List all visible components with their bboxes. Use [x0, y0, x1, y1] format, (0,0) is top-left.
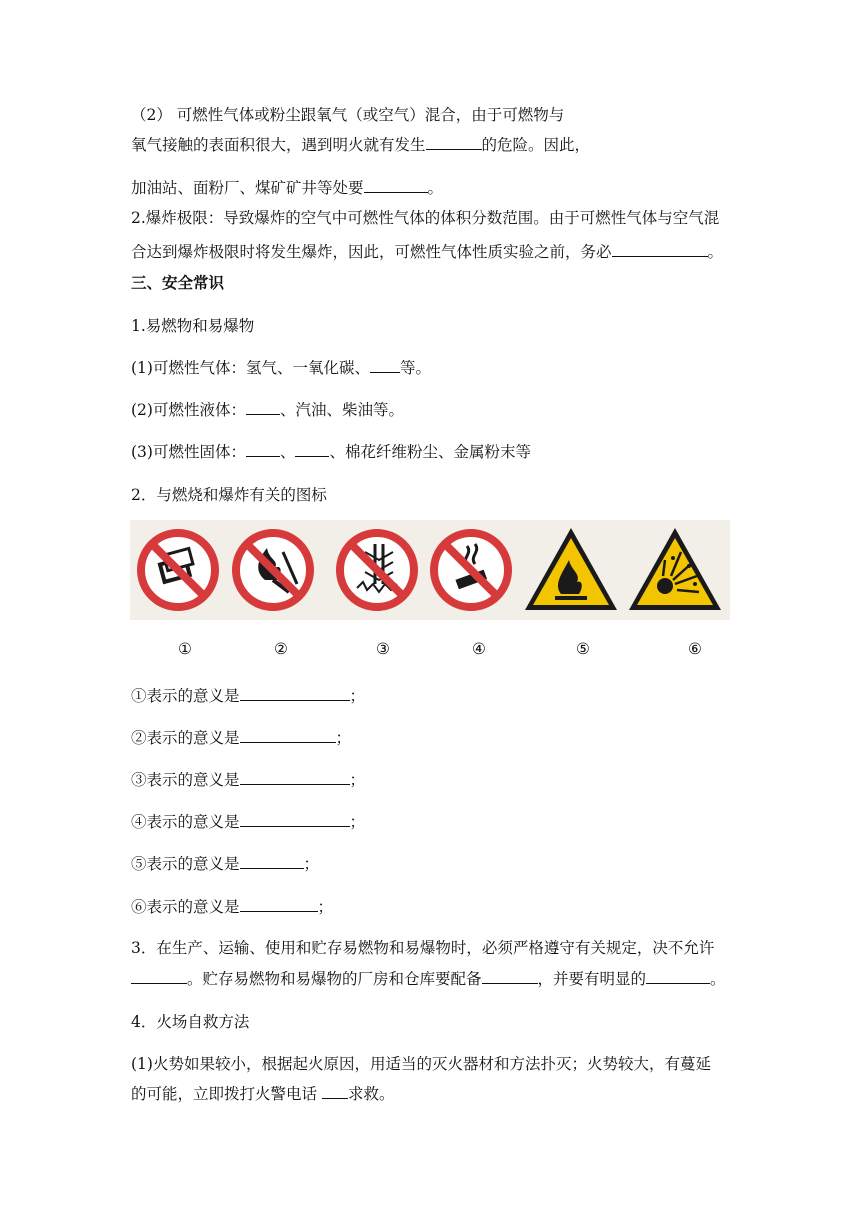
- text-line: 。贮存易燃物和易爆物的厂房和仓库要配备 ，并要有明显的 。: [131, 968, 726, 990]
- answer-blank[interactable]: [240, 727, 336, 743]
- answer-blank[interactable]: [240, 769, 350, 785]
- answer-blank[interactable]: [482, 968, 538, 984]
- subheading: 4．火场自救方法: [131, 1013, 250, 1031]
- text-line: 合达到爆炸极限时将发生爆炸，因此，可燃性气体性质实验之前，务必 。: [131, 243, 724, 261]
- answer-blank[interactable]: [240, 685, 350, 701]
- text-line: 3．在生产、运输、使用和贮存易燃物和易爆物时，必须严格遵守有关规定，决不允许: [131, 939, 715, 957]
- text-line: (2)可燃性液体： 、汽油、柴油等。: [131, 401, 404, 419]
- text-line: (1)可燃性气体：氢气、一氧化碳、 等。: [131, 359, 431, 377]
- sign-numbers: [0, 640, 860, 664]
- answer-blank[interactable]: [370, 357, 400, 373]
- no-matches-icon: [141, 533, 215, 607]
- text-line: 的可能，立即拨打火警电话 求救。: [131, 1085, 395, 1103]
- meaning-line: ③表示的意义是 ；: [131, 771, 366, 789]
- answer-blank[interactable]: [240, 896, 318, 912]
- meaning-line: ⑤表示的意义是 ；: [131, 855, 320, 873]
- answer-blank[interactable]: [646, 968, 710, 984]
- answer-blank[interactable]: [246, 399, 280, 415]
- answer-blank[interactable]: [322, 1083, 348, 1099]
- sign-number: ⑥: [688, 640, 702, 658]
- safety-signs-image: [130, 520, 730, 620]
- text-line: 2.爆炸极限：导致爆炸的空气中可燃性气体的体积分数范围。由于可燃性气体与空气混: [131, 209, 720, 227]
- answer-blank[interactable]: [612, 241, 708, 257]
- explosive-warning-icon: [629, 528, 721, 610]
- section-heading: 三、安全常识: [131, 273, 225, 292]
- answer-blank[interactable]: [364, 177, 428, 193]
- answer-blank[interactable]: [426, 134, 482, 150]
- sign-number: ⑤: [576, 640, 590, 658]
- text-line: 氧气接触的表面积很大，遇到明火就有发生 的危险。因此，: [131, 136, 591, 154]
- flammable-warning-icon: [525, 528, 617, 610]
- text-line: （2） 可燃性气体或粉尘跟氧气（或空气）混合，由于可燃物与: [131, 106, 565, 124]
- text-line: (1)火势如果较小，根据起火原因，用适当的灭火器材和方法扑灭；火势较大，有蔓延: [131, 1055, 711, 1073]
- answer-blank[interactable]: [240, 853, 304, 869]
- subheading: 1.易燃物和易爆物: [131, 317, 255, 335]
- text-line: 加油站、面粉厂、煤矿矿井等处要 。: [131, 179, 444, 197]
- no-smoking-icon: [434, 533, 508, 607]
- sign-number: ①: [178, 640, 192, 658]
- sign-number: ②: [274, 640, 288, 658]
- sign-number: ③: [376, 640, 390, 658]
- answer-blank[interactable]: [246, 441, 280, 457]
- answer-blank[interactable]: [295, 441, 329, 457]
- meaning-line: ⑥表示的意义是 ；: [131, 898, 334, 916]
- text-line: (3)可燃性固体： 、 、棉花纤维粉尘、金属粉末等: [131, 443, 531, 461]
- no-open-flame-icon: [236, 533, 310, 607]
- sign-number: ④: [472, 640, 486, 658]
- no-fireworks-icon: [340, 533, 414, 607]
- meaning-line: ④表示的意义是 ；: [131, 813, 366, 831]
- answer-blank[interactable]: [240, 811, 350, 827]
- subheading: 2．与燃烧和爆炸有关的图标: [131, 486, 327, 504]
- meaning-line: ②表示的意义是 ；: [131, 729, 352, 747]
- answer-blank[interactable]: [131, 968, 187, 984]
- meaning-line: ①表示的意义是 ；: [131, 687, 366, 705]
